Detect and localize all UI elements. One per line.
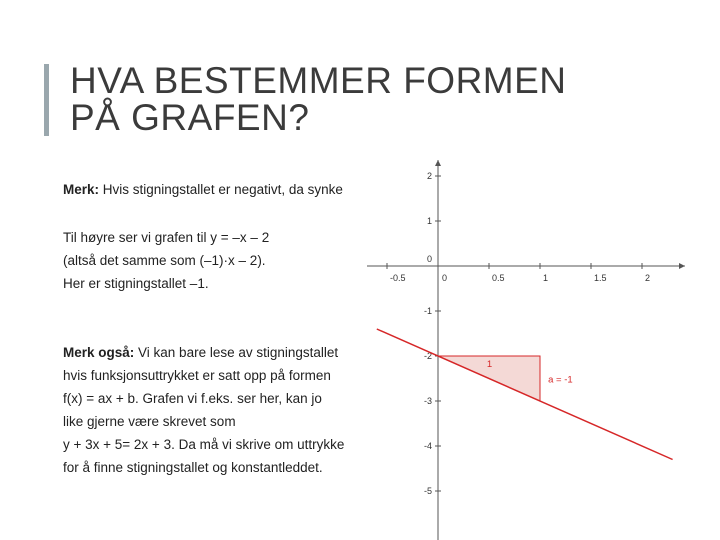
paragraph-2-line-3: f(x) = ax + b. Grafen vi f.eks. ser her, kan jo	[63, 391, 322, 406]
page-title	[70, 62, 567, 136]
paragraph-1-line-1: Til høyre ser vi grafen til y = –x – 2	[63, 230, 270, 245]
function-graph	[367, 158, 697, 540]
merk-label: Merk:	[63, 182, 100, 197]
x-tick-label: 0	[442, 273, 448, 283]
x-axis-arrow	[679, 263, 685, 269]
paragraph-1-line-3: Her er stigningstallet –1.	[63, 276, 209, 291]
x-tick-label: 0.5	[492, 273, 505, 283]
paragraph-2-line-6: for å finne stigningstallet og konstantleddet.	[63, 460, 323, 475]
paragraph-2-line-4: like gjerne være skrevet som	[63, 414, 236, 429]
y-tick-label: -3	[423, 396, 432, 406]
y-axis-arrow	[435, 160, 441, 166]
x-tick-label: 1.5	[594, 273, 607, 283]
slope-value-label: a = -1	[548, 374, 573, 386]
x-tick-label: -0.5	[390, 273, 406, 283]
y-tick-label: 2	[426, 171, 432, 181]
x-tick-label: 2	[645, 273, 651, 283]
paragraph-1-line-2: (altså det samme som (–1)·x – 2).	[63, 253, 266, 268]
y-tick-label: -1	[423, 306, 432, 316]
title-accent-bar	[44, 64, 49, 136]
merk-text: Hvis stigningstallet er negativt, da synke	[99, 182, 343, 197]
merk-paragraph	[63, 182, 373, 197]
paragraph-2-line-2: hvis funksjonsuttrykket er satt opp på formen	[63, 368, 331, 383]
y-tick-label: -5	[423, 486, 432, 496]
function-line	[377, 329, 673, 460]
merk-ogsa-text: Vi kan bare lese av stigningstallet	[134, 345, 339, 360]
title-line-1: HVA BESTEMMER FORMEN	[70, 60, 567, 101]
y-tick-label: 0	[426, 254, 432, 264]
merk-ogsa-paragraph	[63, 345, 373, 360]
paragraph-2-line-5: y + 3x + 5= 2x + 3. Da må vi skrive om uttrykke	[63, 437, 345, 452]
y-tick-label: 1	[426, 216, 432, 226]
slope-triangle-label: 1	[486, 358, 493, 370]
x-tick-label: 1	[543, 273, 549, 283]
title-line-2: PÅ GRAFEN?	[70, 97, 310, 138]
merk-ogsa-label: Merk også:	[63, 345, 135, 360]
y-tick-label: -2	[423, 351, 432, 361]
y-tick-label: -4	[423, 441, 432, 451]
